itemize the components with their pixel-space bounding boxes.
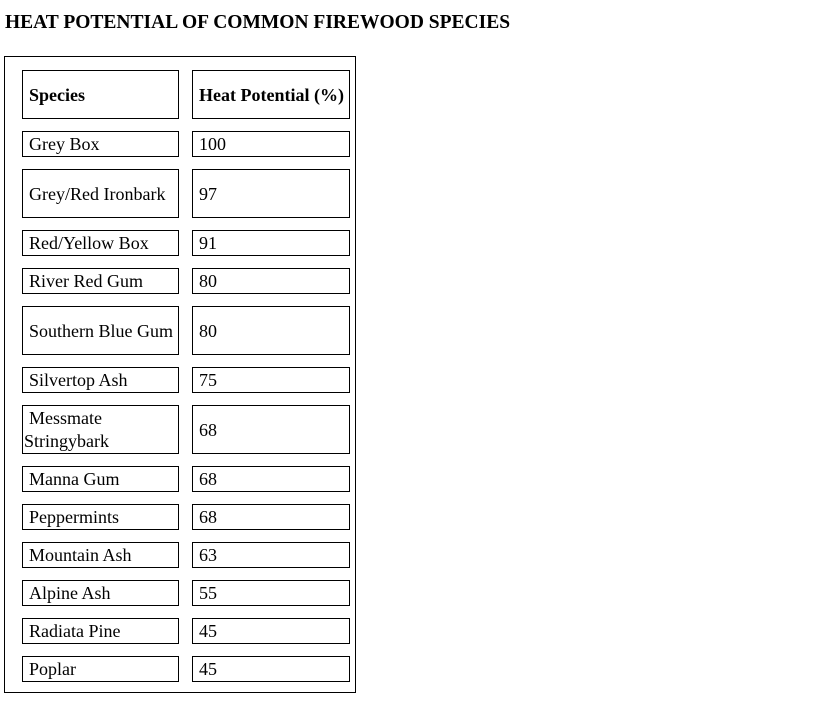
species-cell: Poplar xyxy=(29,659,76,679)
table-row-species xyxy=(22,466,179,492)
table-row-species xyxy=(22,169,179,218)
heat-cell: 80 xyxy=(199,320,217,341)
heat-header-label: Heat Potential (%) xyxy=(199,84,344,105)
species-header-label: Species xyxy=(29,84,85,105)
heat-cell: 63 xyxy=(199,545,217,565)
table-row-heat xyxy=(192,618,350,644)
species-cell: Silvertop Ash xyxy=(29,370,128,390)
species-column-header xyxy=(22,70,179,119)
heat-potential-column-header xyxy=(192,70,350,119)
species-cell: Grey/Red Ironbark xyxy=(29,183,166,204)
species-cell: Radiata Pine xyxy=(29,621,121,641)
table-row-heat xyxy=(192,367,350,393)
species-cell: Peppermints xyxy=(29,507,119,527)
table-row-heat xyxy=(192,580,350,606)
species-cell: Grey Box xyxy=(29,134,100,154)
heat-cell: 75 xyxy=(199,370,217,390)
table-row-species xyxy=(22,618,179,644)
heat-cell: 100 xyxy=(199,134,226,154)
table-row-species xyxy=(22,306,179,355)
firewood-table xyxy=(4,56,356,693)
heat-cell: 45 xyxy=(199,659,217,679)
table-row-heat xyxy=(192,230,350,256)
heat-cell: 80 xyxy=(199,271,217,291)
species-cell: Alpine Ash xyxy=(29,583,111,603)
table-row-heat xyxy=(192,131,350,157)
species-cell: Southern Blue Gum xyxy=(29,320,173,341)
table-row-heat xyxy=(192,504,350,530)
table-row-heat xyxy=(192,466,350,492)
heat-cell: 68 xyxy=(199,419,217,440)
table-row-species xyxy=(22,656,179,682)
table-row-heat xyxy=(192,306,350,355)
table-row-heat xyxy=(192,656,350,682)
species-cell: Messmate Stringybark xyxy=(24,408,109,451)
heat-cell: 68 xyxy=(199,507,217,527)
page-title: HEAT POTENTIAL OF COMMON FIREWOOD SPECIES xyxy=(5,12,511,33)
table-row-species xyxy=(22,367,179,393)
table-row-species xyxy=(22,405,179,454)
species-cell: Red/Yellow Box xyxy=(29,233,149,253)
table-row-heat xyxy=(192,268,350,294)
table-row-species xyxy=(22,542,179,568)
table-row-heat xyxy=(192,169,350,218)
table-row-heat xyxy=(192,542,350,568)
heat-cell: 45 xyxy=(199,621,217,641)
table-row-species xyxy=(22,504,179,530)
heat-cell: 55 xyxy=(199,583,217,603)
table-row-species xyxy=(22,230,179,256)
heat-cell: 91 xyxy=(199,233,217,253)
species-cell: Mountain Ash xyxy=(29,545,132,565)
heat-cell: 97 xyxy=(199,183,217,204)
species-cell: Manna Gum xyxy=(29,469,120,489)
table-row-species xyxy=(22,268,179,294)
heat-cell: 68 xyxy=(199,469,217,489)
table-row-heat xyxy=(192,405,350,454)
table-row-species xyxy=(22,580,179,606)
species-cell: River Red Gum xyxy=(29,271,143,291)
table-row-species xyxy=(22,131,179,157)
